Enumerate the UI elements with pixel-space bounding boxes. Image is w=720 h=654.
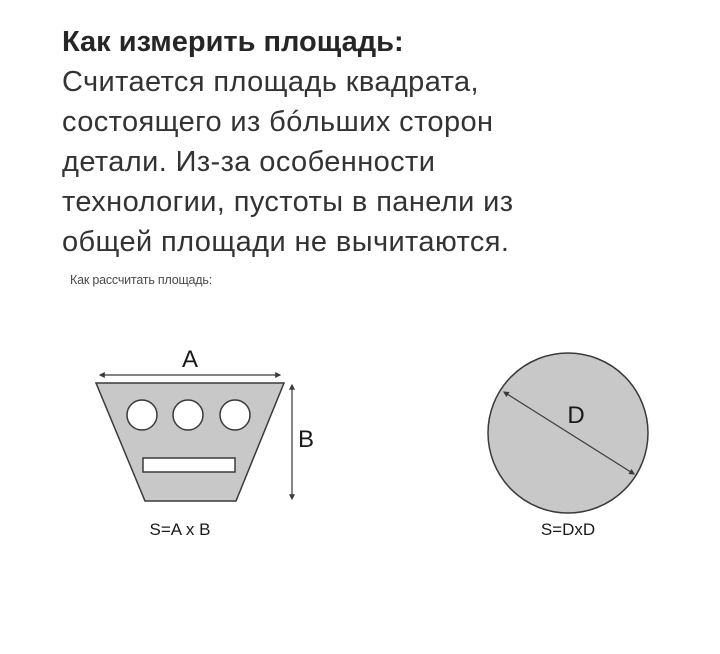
article-heading: Как измерить площадь:: [62, 26, 404, 58]
label-d: D: [567, 402, 585, 429]
area-diagram: [0, 265, 720, 565]
panel-hole-1: [127, 400, 157, 430]
panel-hole-3: [220, 400, 250, 430]
circle-panel: [488, 353, 648, 539]
figure-caption: Как рассчитать площадь:: [70, 273, 212, 287]
formula-circle: S=DxD: [540, 520, 596, 539]
label-b: B: [298, 426, 315, 453]
trapezoid-panel: [96, 346, 314, 539]
area-diagram-figure: [0, 265, 720, 565]
panel-hole-2: [173, 400, 203, 430]
formula-trapezoid: S=A x B: [149, 520, 211, 539]
article-line-2: состоящего из бóльших сторон: [62, 106, 494, 138]
article-line-4: технологии, пустоты в панели из: [62, 186, 514, 218]
article: [62, 22, 702, 262]
article-line-1: Считается площадь квадрата,: [62, 66, 479, 98]
panel-slot: [143, 458, 235, 472]
label-a: A: [181, 346, 199, 373]
article-line-5: общей площади не вычитаются.: [62, 226, 510, 258]
article-line-3: детали. Из-за особенности: [62, 146, 436, 178]
